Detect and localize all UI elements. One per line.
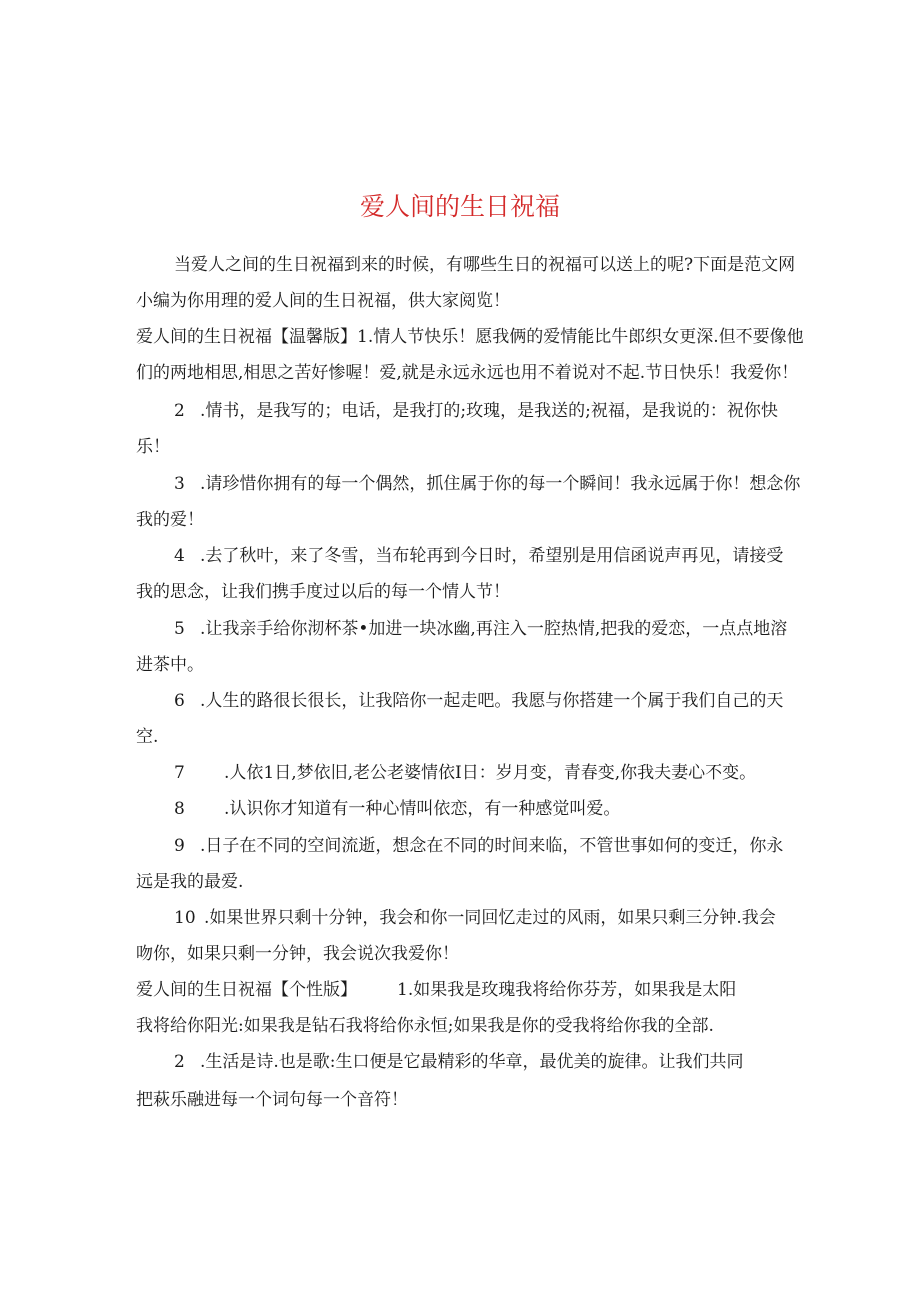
item-number: 2: [174, 1052, 185, 1072]
item-number: 6: [174, 691, 185, 711]
section2-heading: 爱人间的生日祝福【个性版】: [136, 980, 357, 1000]
item-number: 5: [174, 619, 185, 639]
item-continuation: 我的爱！: [136, 510, 204, 530]
list-item: [174, 796, 620, 822]
item-text: .人生的路很长很长，让我陪你一起走吧。我愿与你搭建一个属于我们自己的天: [200, 691, 784, 711]
intro-line-1: 当爱人之间的生日祝福到来的时候，有哪些生日的祝福可以送上的呢?下面是范文网: [174, 255, 796, 275]
item-continuation: 把萩乐融进每一个词句每一个音符！: [136, 1090, 408, 1110]
item-number: 7: [174, 763, 185, 783]
item-continuation: 吻你，如果只剩一分钟，我会说次我爱你！: [136, 944, 459, 964]
list-item: [174, 905, 776, 931]
item-text: .让我亲手给你沏杯茶•加进一块冰幽,再注入一腔热情,把我的爱恋，一点点地溶: [200, 619, 788, 639]
item-number: 9: [174, 836, 185, 856]
item-continuation: 乐！: [136, 437, 170, 457]
item-text: .如果世界只剩十分钟，我会和你一同回忆走过的风雨，如果只剩三分钟.我会: [204, 908, 776, 928]
item-text: .生活是诗.也是歌:生口便是它最精彩的华章，最优美的旋律。让我们共同: [200, 1052, 744, 1072]
item-number: 8: [174, 799, 185, 819]
item-text: .日子在不同的空间流逝，想念在不同的时间来临，不管世事如何的变迁，你永: [200, 836, 784, 856]
item-continuation: 远是我的最爱.: [136, 872, 244, 892]
list-item: [174, 1049, 744, 1075]
item-number: 4: [174, 546, 185, 566]
section1-line-2: 们的两地相思,相思之苦好惨喔！爱,就是永远永远也用不着说对不起.节日快乐！我爱你！: [136, 363, 799, 383]
page-title: 爱人间的生日祝福: [359, 191, 560, 221]
list-item: [174, 543, 783, 569]
item-text: .情书，是我写的；电话，是我打的;玫瑰，是我送的;祝福，是我说的：祝你快: [200, 401, 778, 421]
section2-heading-line: [136, 977, 736, 1003]
item-text: .去了秋叶，来了冬雪，当布轮再到今日时，希望别是用信函说声再见，请接受: [200, 546, 784, 566]
item-number: 3: [174, 474, 185, 494]
list-item: [174, 616, 787, 642]
section2-line-1: 1.如果我是玫瑰我将给你芬芳，如果我是太阳: [397, 980, 737, 1000]
item-text: .请珍惜你拥有的每一个偶然，抓住属于你的每一个瞬间！我永远属于你！想念你: [200, 474, 801, 494]
item-number: 10: [174, 908, 196, 928]
section2-line-2: 我将给你阳光:如果我是钻石我将给你永恒;如果我是你的受我将给你我的全部.: [136, 1016, 714, 1036]
item-continuation: 空.: [136, 727, 159, 747]
item-continuation: 进茶中。: [136, 655, 204, 675]
item-continuation: 我的思念，让我们携手度过以后的每一个情人节！: [136, 582, 510, 602]
intro-line-2: 小编为你用理的爱人间的生日祝福，供大家阅览！: [136, 291, 510, 311]
list-item: [174, 398, 778, 424]
item-number: 2: [174, 401, 185, 421]
item-text: .认识你才知道有一种心情叫依恋，有一种感觉叫爱。: [224, 799, 621, 819]
item-text: .人依1日,梦依旧,老公老婆情依I日：岁月变，青春变,你我夫妻心不变。: [224, 763, 757, 783]
list-item: [174, 471, 800, 497]
list-item: [174, 760, 756, 786]
list-item: [174, 688, 783, 714]
list-item: [174, 833, 783, 859]
section1-heading-line: 爱人间的生日祝福【温馨版】1.情人节快乐！愿我俩的爱情能比牛郎织女更深.但不要像他: [136, 327, 804, 347]
